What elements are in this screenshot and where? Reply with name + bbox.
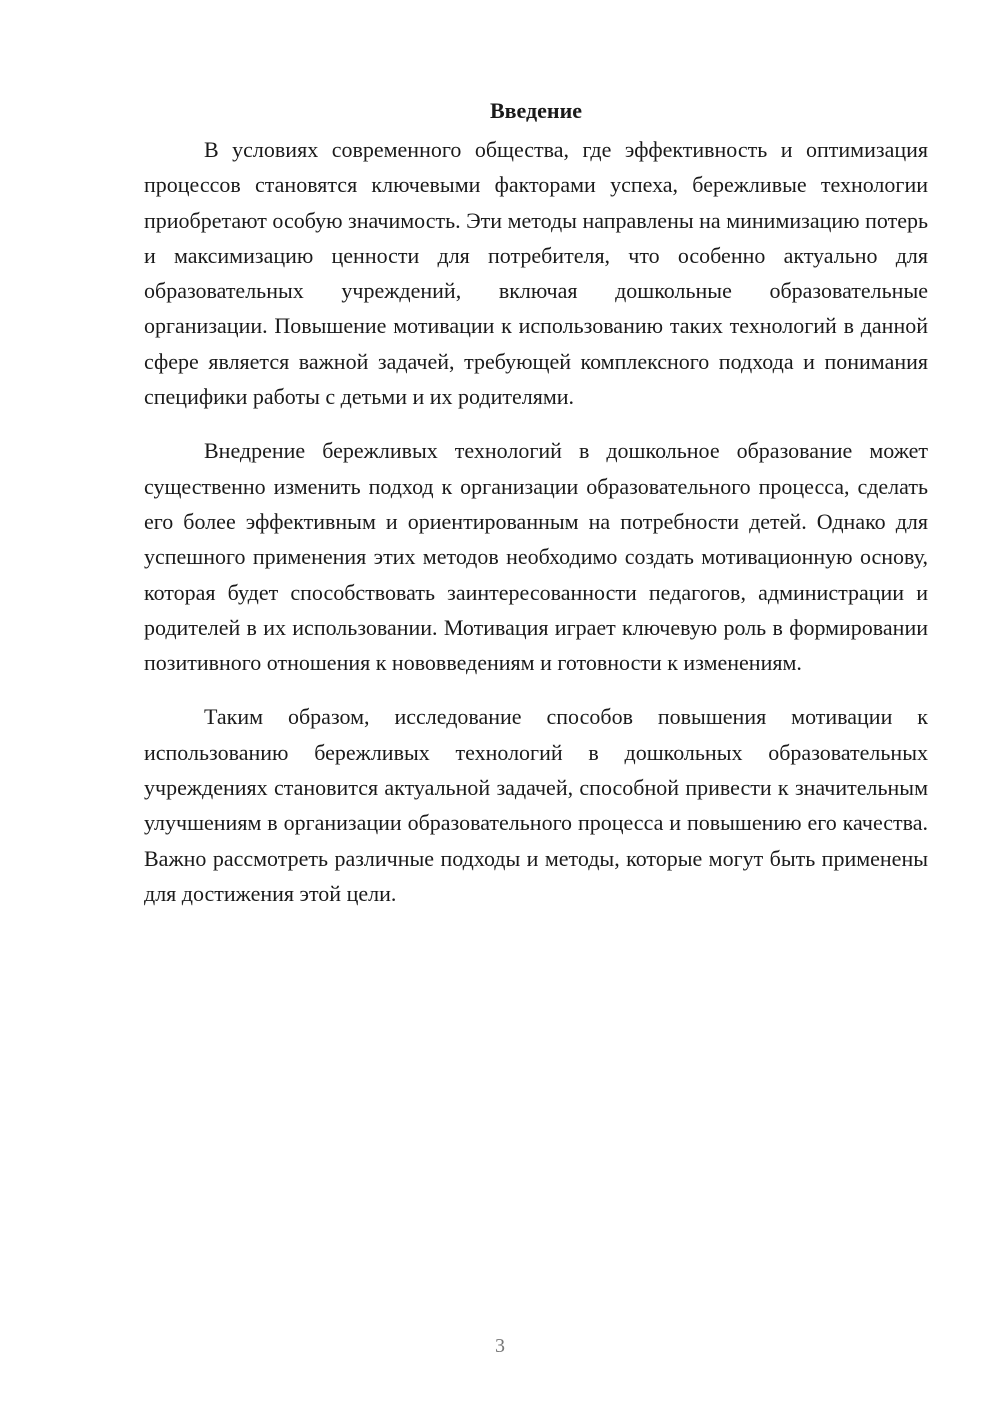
- paragraph-3: Таким образом, исследование способов повышения мотивации к использованию бережливых технологий в дошкольных образовательных учреждениях становится актуальной задачей, способной привести к значительным улучшениям в организации образовательного процесса и повышению его качества. Важно рассмотреть различные подходы и методы, которые могут быть применены для достижения этой цели.: [144, 704, 928, 906]
- paragraph-1: В условиях современного общества, где эффективность и оптимизация процессов становятся ключевыми факторами успеха, бережливые технологии приобретают особую значимость. Эти методы направлены на минимизацию потерь и максимизацию ценности для потребителя, что особенно актуально для образовательных учреждений, включая дошкольные образовательные организации. Повышение мотивации к использованию таких технологий в данной сфере является важной задачей, требующей комплексного подхода и понимания специфики работы с детьми и их родителями.: [144, 137, 928, 410]
- page-content: [144, 96, 928, 930]
- section-title: Введение: [489, 98, 583, 123]
- paragraph-2: Внедрение бережливых технологий в дошкольное образование может существенно изменить подход к организации образовательного процесса, сделать его более эффективным и ориентированным на потребности детей. Однако для успешного применения этих методов необходимо создать мотивационную основу, которая будет способствовать заинтересованности педагогов, администрации и родителей в их использовании. Мотивация играет ключевую роль в формировании позитивного отношения к нововведениям и готовности к изменениям.: [144, 438, 928, 676]
- page-number: 3: [495, 1335, 505, 1357]
